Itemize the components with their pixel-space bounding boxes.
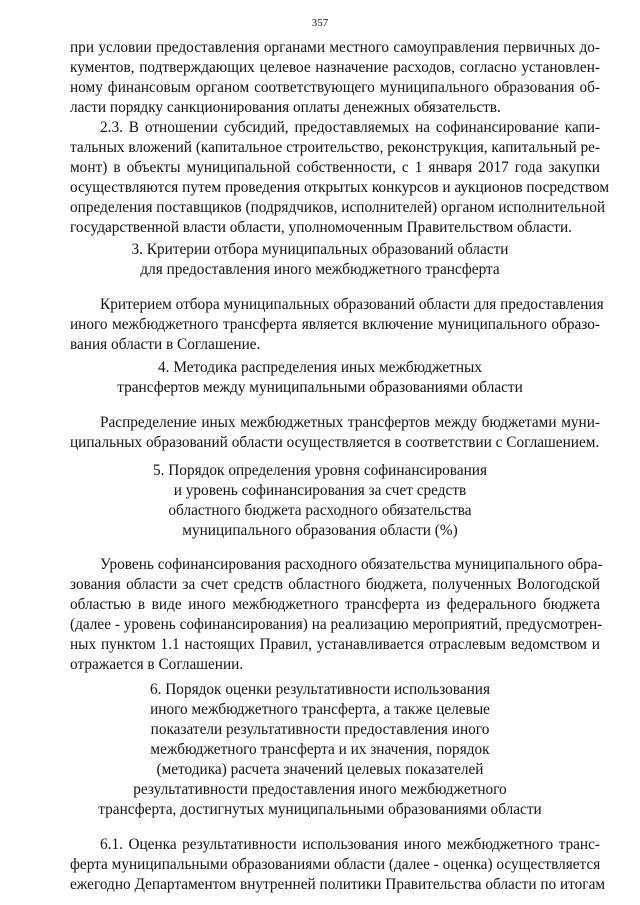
- paragraph-1-line-4: ласти порядку санкционирования оплаты денежных обязательств.: [70, 99, 501, 116]
- section-5-paragraph-line-3: областью в виде иного межбюджетного трансферта из федерального бюджета: [70, 596, 600, 613]
- paragraph-1-line-2: кументов, подтверждающих целевое назначение расходов, согласно установлен-: [70, 59, 600, 76]
- paragraph-2-3-line-3: монт) в объекты муниципальной собственности, с 1 января 2017 года закупки: [70, 159, 600, 176]
- section-5-heading-line-1: 5. Порядок определения уровня софинансирования: [152, 462, 488, 479]
- paragraph-2-3-line-4: осуществляются путем проведения открытых конкурсов и аукционов посредством: [70, 179, 610, 196]
- paragraph-2-3-line-1: 2.3. В отношении субсидий, предоставляемых на софинансирование капи-: [100, 119, 600, 136]
- section-5-heading-line-2: и уровень софинансирования за счет средств: [173, 482, 467, 499]
- section-3-heading-line-2: для предоставления иного межбюджетного трансферта: [140, 261, 500, 278]
- section-6-heading-line-4: межбюджетного трансферта и их значения, порядок: [150, 741, 490, 758]
- section-6-heading-line-3: показатели результативности предоставления иного: [150, 721, 490, 738]
- paragraph-2-3-line-2: тальных вложений (капитальное строительство, реконструкция, капитальный ре-: [70, 139, 600, 156]
- paragraph-2-3-line-6: государственной власти области, уполномоченным Правительством области.: [70, 219, 572, 236]
- section-4-heading-line-1: 4. Методика распределения иных межбюджетных: [158, 359, 482, 376]
- section-5-paragraph-line-4: (далее - уровень софинансирования) на реализацию мероприятий, предусмотрен-: [70, 616, 603, 633]
- section-5-heading-line-3: областного бюджета расходного обязательства: [168, 502, 472, 519]
- section-6-paragraph-line-2: ферта муниципальными образованиями области (далее - оценка) осуществляется: [70, 856, 601, 873]
- section-6-heading-line-7: трансферта, достигнутых муниципальными образованиями области: [98, 801, 542, 818]
- section-5-heading-line-4: муниципального образования области (%): [182, 522, 458, 539]
- section-5-paragraph-line-2: зования области за счет средств областного бюджета, полученных Вологодской: [70, 576, 600, 593]
- section-6-heading-line-2: иного межбюджетного трансферта, а также целевые: [150, 701, 490, 718]
- section-4-paragraph-line-2: ципальных образований области осуществляется в соответствии с Соглашением.: [70, 434, 600, 451]
- paragraph-1-line-3: ному финансовым органом соответствующего муниципального образования об-: [70, 79, 600, 96]
- section-6-paragraph-line-1: 6.1. Оценка результативности использования иного межбюджетного транс-: [100, 836, 600, 853]
- paragraph-1-line-1: при условии предоставления органами местного самоуправления первичных до-: [70, 39, 600, 56]
- section-5-paragraph-line-6: отражается в Соглашении.: [70, 656, 244, 673]
- section-3-paragraph-line-2: иного межбюджетного трансферта является включение муниципального образо-: [70, 316, 600, 333]
- section-6-paragraph-line-3: ежегодно Департаментом внутренней политики Правительства области по итогам: [70, 876, 606, 893]
- section-3-paragraph-line-1: Критерием отбора муниципальных образований области для предоставления: [100, 296, 604, 313]
- section-5-paragraph-line-1: Уровень софинансирования расходного обязательства муниципального обра-: [100, 556, 603, 573]
- section-5-paragraph-line-5: ных пунктом 1.1 настоящих Правил, устанавливается отраслевым ведомством и: [70, 636, 600, 653]
- section-3-heading-line-1: 3. Критерии отбора муниципальных образований области: [131, 241, 509, 258]
- page-number: 357: [311, 17, 329, 29]
- section-4-heading-line-2: трансфертов между муниципальными образованиями области: [117, 379, 523, 396]
- section-4-paragraph-line-1: Распределение иных межбюджетных трансфертов между бюджетами муни-: [100, 414, 600, 431]
- section-6-heading-line-1: 6. Порядок оценки результативности использования: [149, 681, 491, 698]
- section-3-paragraph-line-3: вания области в Соглашение.: [70, 336, 261, 353]
- section-6-heading-line-5: (методика) расчета значений целевых показателей: [156, 761, 484, 778]
- section-6-heading-line-6: результативности предоставления иного межбюджетного: [133, 781, 507, 798]
- paragraph-2-3-line-5: определения поставщиков (подрядчиков, исполнителей) органом исполнительной: [70, 199, 606, 216]
